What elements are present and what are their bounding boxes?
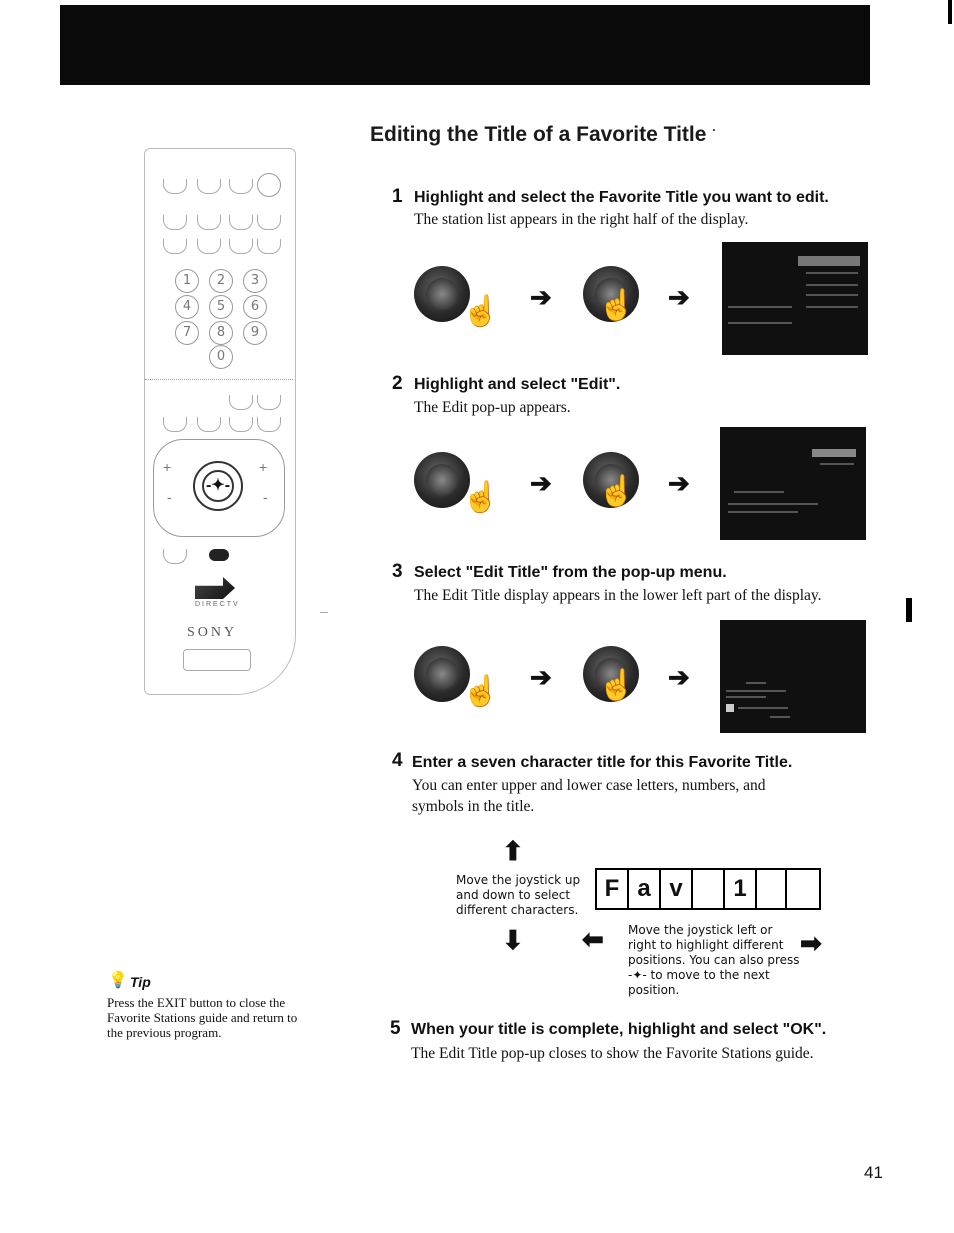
title-char-cell: v bbox=[661, 870, 693, 908]
position-note-line: positions. You can also press bbox=[628, 953, 800, 967]
lightbulb-icon: 💡 bbox=[108, 972, 128, 989]
arrow-down-icon: ⬇ bbox=[502, 925, 524, 955]
remote-sat-button bbox=[257, 173, 281, 197]
header-bar bbox=[60, 5, 870, 85]
remote-button bbox=[163, 549, 187, 564]
remote-number-3: 3 bbox=[243, 269, 267, 293]
remote-satellite-button bbox=[183, 649, 251, 671]
remote-plus-right: + bbox=[259, 459, 268, 475]
step-1-heading: Highlight and select the Favorite Title you want to edit. bbox=[414, 189, 829, 206]
arrow-right-icon: ➔ bbox=[530, 468, 552, 498]
title-entry-box bbox=[595, 868, 821, 910]
title-char-cell bbox=[693, 870, 725, 908]
hand-press-icon: ☝ bbox=[598, 289, 636, 322]
hand-press-icon: ☝ bbox=[598, 475, 636, 508]
joystick-note bbox=[456, 873, 580, 918]
remote-button bbox=[257, 417, 281, 432]
remote-button bbox=[257, 239, 281, 254]
remote-button bbox=[229, 179, 253, 194]
title-char-cell: a bbox=[629, 870, 661, 908]
remote-button bbox=[163, 239, 187, 254]
hand-pointer-icon: ☝ bbox=[462, 481, 500, 514]
remote-button bbox=[163, 215, 187, 230]
title-char-cell: F bbox=[597, 870, 629, 908]
remote-record-button bbox=[209, 549, 229, 561]
arrow-left-icon: ⬅ bbox=[582, 924, 604, 954]
tv-screen-edit-popup bbox=[720, 427, 866, 540]
tip-text bbox=[107, 995, 297, 1040]
remote-divider bbox=[145, 379, 293, 380]
hand-press-icon: ☝ bbox=[598, 669, 636, 702]
directv-logo-icon bbox=[195, 577, 235, 599]
step-1-number: 1 bbox=[392, 186, 403, 207]
step-4-description-line2: symbols in the title. bbox=[412, 798, 535, 815]
position-note-line: right to highlight different bbox=[628, 938, 784, 952]
edge-mark bbox=[948, 0, 952, 24]
tip-line: Press the EXIT button to close the bbox=[107, 995, 286, 1010]
remote-number-4: 4 bbox=[175, 295, 199, 319]
step-4-number: 4 bbox=[392, 750, 403, 771]
remote-control-illustration bbox=[144, 148, 296, 695]
arrow-right-icon: ➔ bbox=[530, 282, 552, 312]
remote-sub-brand: DIRECTV bbox=[195, 601, 240, 608]
step-2-number: 2 bbox=[392, 373, 403, 394]
tv-screen-edit-title bbox=[720, 620, 866, 733]
remote-button bbox=[257, 215, 281, 230]
step-2-description: The Edit pop-up appears. bbox=[414, 399, 571, 416]
joystick-center-icon: -✦- bbox=[202, 470, 234, 502]
title-char-cell bbox=[757, 870, 787, 908]
remote-button bbox=[163, 417, 187, 432]
remote-button bbox=[229, 239, 253, 254]
remote-number-6: 6 bbox=[243, 295, 267, 319]
remote-button bbox=[197, 179, 221, 194]
position-note bbox=[628, 923, 800, 998]
remote-number-9: 9 bbox=[243, 321, 267, 345]
remote-button bbox=[163, 179, 187, 194]
step-3-description: The Edit Title display appears in the lower left part of the display. bbox=[414, 587, 822, 604]
title-char-cell bbox=[787, 870, 817, 908]
remote-number-7: 7 bbox=[175, 321, 199, 345]
joystick-note-line: Move the joystick up bbox=[456, 873, 581, 887]
arrow-right-icon: ➔ bbox=[668, 282, 690, 312]
page-title: Editing the Title of a Favorite Title · bbox=[370, 123, 717, 146]
step-3-number: 3 bbox=[392, 561, 403, 582]
tip-line: the previous program. bbox=[107, 1025, 222, 1040]
divider-tick bbox=[320, 612, 328, 613]
remote-joystick bbox=[193, 461, 243, 511]
remote-button bbox=[229, 417, 253, 432]
remote-button bbox=[257, 395, 281, 410]
remote-button bbox=[197, 215, 221, 230]
title-char-cell: 1 bbox=[725, 870, 757, 908]
remote-number-8: 8 bbox=[209, 321, 233, 345]
step-4-description-line1: You can enter upper and lower case letters, numbers, and bbox=[412, 777, 766, 794]
remote-button bbox=[197, 417, 221, 432]
arrow-right-icon: ➔ bbox=[530, 662, 552, 692]
remote-number-1: 1 bbox=[175, 269, 199, 293]
step-4-heading: Enter a seven character title for this Favorite Title. bbox=[412, 754, 793, 771]
step-3-heading: Select "Edit Title" from the pop-up menu. bbox=[414, 564, 727, 581]
position-note-line: Move the joystick left or bbox=[628, 923, 773, 937]
remote-number-0: 0 bbox=[209, 345, 233, 369]
step-5-heading: When your title is complete, highlight and select "OK". bbox=[411, 1021, 827, 1038]
hand-pointer-icon: ☝ bbox=[462, 675, 500, 708]
remote-button bbox=[229, 395, 253, 410]
remote-button bbox=[197, 239, 221, 254]
arrow-right-icon: ➔ bbox=[668, 468, 690, 498]
arrow-up-icon: ⬆ bbox=[502, 836, 524, 866]
section-tab-mark bbox=[906, 598, 912, 622]
remote-number-5: 5 bbox=[209, 295, 233, 319]
step-5-number: 5 bbox=[390, 1018, 401, 1039]
remote-plus-left: + bbox=[163, 459, 172, 475]
tip-line: Favorite Stations guide and return to bbox=[107, 1010, 298, 1025]
remote-button bbox=[229, 215, 253, 230]
position-note-line: position. bbox=[628, 983, 680, 997]
arrow-right-icon: ➔ bbox=[668, 662, 690, 692]
tip-label: Tip bbox=[130, 974, 151, 990]
joystick-note-line: different characters. bbox=[456, 903, 579, 917]
remote-minus-right: - bbox=[263, 489, 268, 505]
page-number: 41 bbox=[864, 1163, 883, 1182]
tv-screen-station-list bbox=[722, 242, 868, 355]
step-5-description: The Edit Title pop-up closes to show the Favorite Stations guide. bbox=[411, 1045, 814, 1062]
remote-brand: SONY bbox=[187, 625, 238, 640]
position-note-line: -✦- to move to the next bbox=[628, 968, 770, 982]
step-1-description: The station list appears in the right half of the display. bbox=[414, 211, 749, 228]
joystick-note-line: and down to select bbox=[456, 888, 571, 902]
remote-minus-left: - bbox=[167, 489, 172, 505]
arrow-right-icon: ➡ bbox=[800, 928, 822, 958]
step-2-heading: Highlight and select "Edit". bbox=[414, 376, 621, 393]
hand-pointer-icon: ☝ bbox=[462, 295, 500, 328]
remote-number-2: 2 bbox=[209, 269, 233, 293]
